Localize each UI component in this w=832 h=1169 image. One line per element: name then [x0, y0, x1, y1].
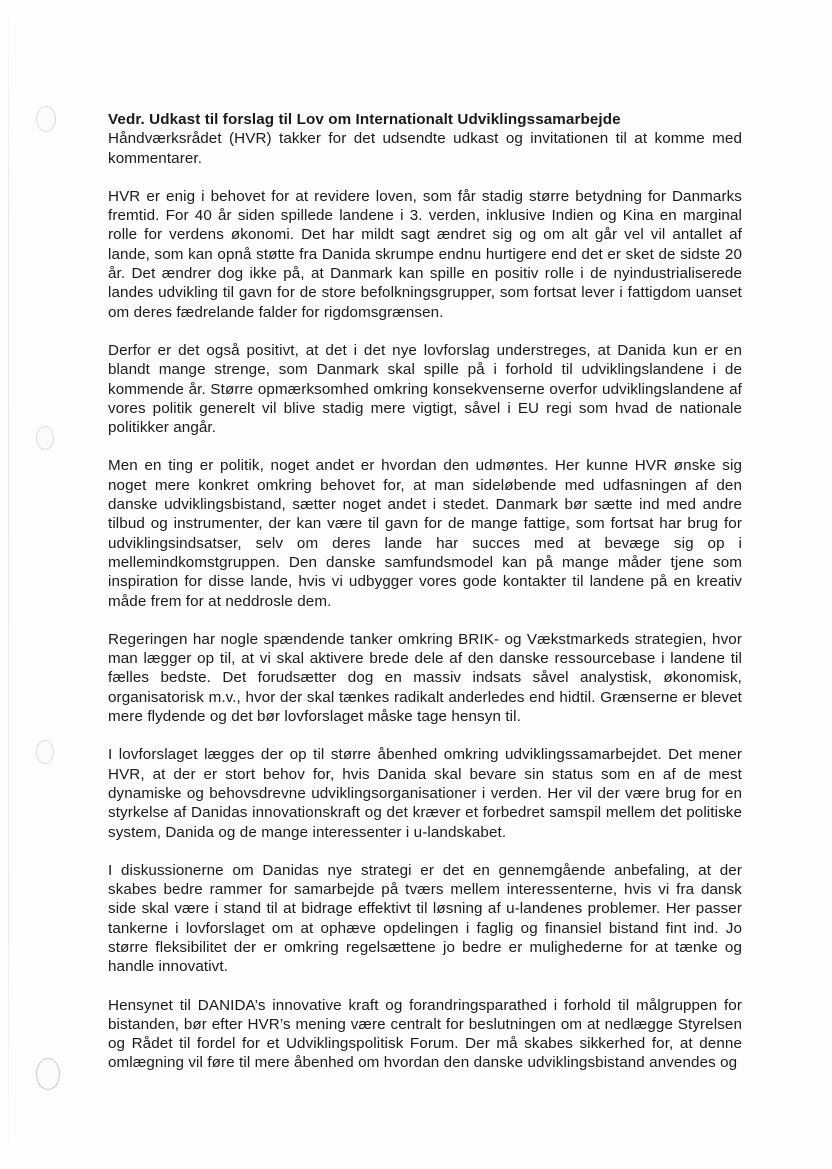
paragraph: HVR er enig i behovet for at revidere loven, som får stadig større betydning for Danmarks fremtid. For 40 år siden spillede landene i 3. verden, inklusive Indien og Kina en marginal rolle for verdens økonomi. Det har mildt sagt ændret sig og om alt går vel vil antallet af lande, som kan opnå støtte fra Danida skrumpe endnu hurtigere end det er sket de sidste 20 år. Det ændrer dog ikke på, at Danmark kan spille en positiv rolle i de nyindustrialiserede landes udvikling til gavn for de store befolkningsgrupper, som fortsat lever i fattigdom uanset om deres fædrelande falder for rigdomsgrænsen. [108, 187, 742, 321]
scan-edge-line [8, 0, 9, 1169]
punch-hole-mark [36, 740, 54, 764]
letter-body [108, 110, 742, 1092]
paragraph: I diskussionerne om Danidas nye strategi er det en gennemgående anbefaling, at der skabes bedre rammer for samarbejde på tværs mellem interessenterne, hvis vi fra dansk side skal være i stand til at bidrage effektivt til løsning af u-landenes problemer. Her passer tankerne i lovforslaget om at ophæve opdelingen i faglig og finansiel bistand fint ind. Jo større fleksibilitet der er omkring regelsættene jo bedre er mulighederne for at tænke og handle innovativt. [108, 861, 742, 976]
paragraph-intro: Håndværksrådet (HVR) takker for det udsendte udkast og invitationen til at komme med kommentarer. [108, 130, 742, 167]
paragraph: Regeringen har nogle spændende tanker omkring BRIK- og Vækstmarkeds strategien, hvor man lægger op til, at vi skal aktivere brede dele af den danske ressourcebase i landene til fælles bedste. Det forudsætter dog en massiv indsats såvel analystisk, økonomisk, organisatorisk m.v., hvor der skal tænkes radikalt anderledes end hidtil. Grænserne er blevet mere flydende og det bør lovforslaget måske tage hensyn til. [108, 630, 742, 726]
paragraph: Derfor er det også positivt, at det i det nye lovforslag understreges, at Danida kun er en blandt mange strenge, som Danmark skal spille på i forhold til udviklingslandene i de kommende år. Større opmærksomhed omkring konsekvenserne overfor udviklingslandene af vores politik generelt vil blive stadig mere vigtigt, såvel i EU regi som hvad de nationale politikker angår. [108, 341, 742, 437]
paragraph: I lovforslaget lægges der op til større åbenhed omkring udviklingssamarbejdet. Det mener HVR, at der er stort behov for, hvis Danida skal bevare sin status som en af de mest dynamiske og behovsdrevne udviklingsorganisationer i verden. Her vil der være brug for en styrkelse af Danidas innovationskraft og det kræver et forbedret samspil mellem det politiske system, Danida og de mange interessenter i u-landskabet. [108, 746, 742, 841]
document-title: Vedr. Udkast til forslag til Lov om Internationalt Udviklingssamarbejde [108, 111, 621, 128]
punch-hole-mark [36, 426, 54, 450]
paragraph: Hensynet til DANIDA’s innovative kraft og forandringsparathed i forhold til målgruppen for bistanden, bør efter HVR’s mening være centralt for beslutningen om at nedlægge Styrelsen og Rådet til fordel for et Udviklingspolitisk Forum. Der må skabes sikkerhed for, at denne omlægning vil føre til mere åbenhed om hvordan den danske udviklingsbistand anvendes og [108, 996, 742, 1072]
punch-hole-mark [36, 106, 56, 132]
punch-hole-mark [36, 1058, 60, 1090]
paragraph: Men en ting er politik, noget andet er hvordan den udmøntes. Her kunne HVR ønske sig noget mere konkret omkring behovet for, at man sideløbende med udfasningen af den danske udviklingsbistand, sætter noget andet i stedet. Danmark bør sætte ind med andre tilbud og instrumenter, der kan være til gavn for de mange fattige, som fortsat har brug for udviklingsindsatser, selv om deres lande har succes med at bevæge sig op i mellemindkomstgruppen. Den danske samfundsmodel kan på mange måder tjene som inspiration for disse lande, hvis vi udbygger vores gode kontakter til landene på en kreativ måde frem for at neddrosle dem. [108, 457, 742, 610]
